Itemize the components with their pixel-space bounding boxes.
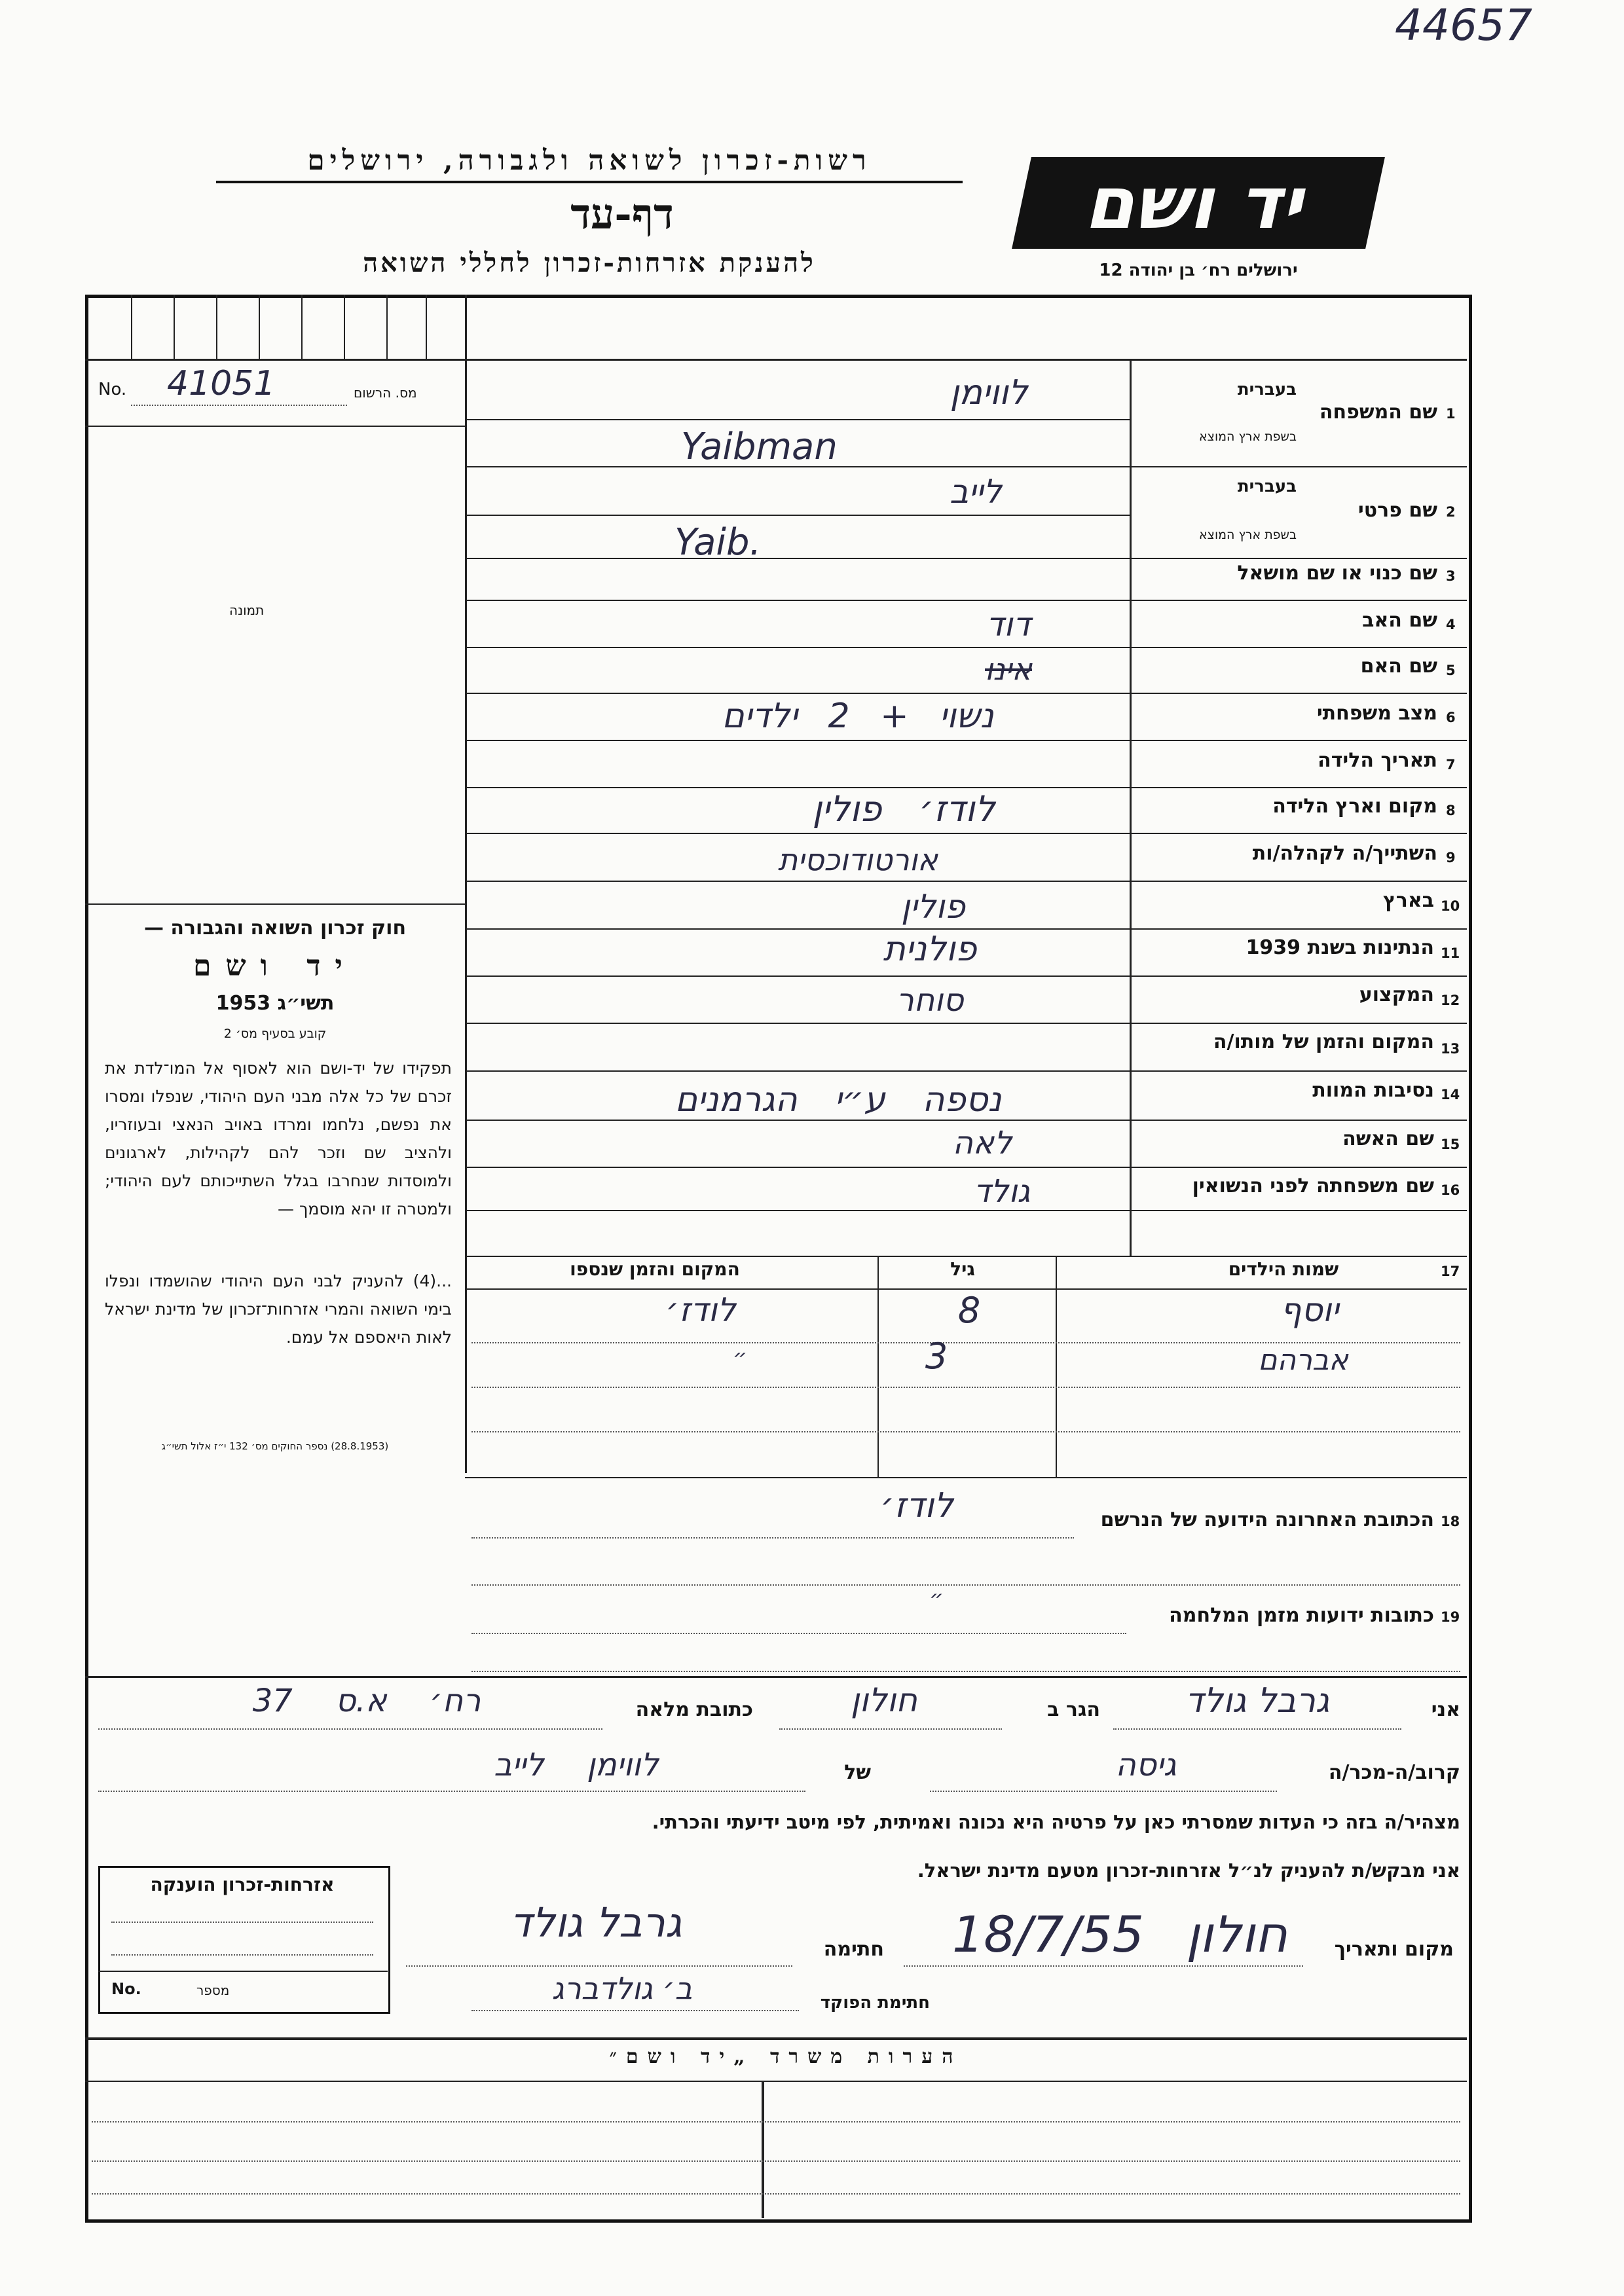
field-1-sub-origin: בשפת ארץ המוצא xyxy=(1198,429,1297,444)
law-text-2: ...(4) להעניק לבני העם היהודי שהושמדו ונפלו בימי השואה והמרי אזרחות־זכרון של מדינת ישראל לאות היאספם אל עמם. xyxy=(105,1271,452,1347)
children-age-header: גיל xyxy=(950,1258,975,1280)
law-heading: חוק זכרון השואה והגבורה — xyxy=(143,917,407,939)
place-date-label: מקום ותאריך xyxy=(1334,1938,1454,1961)
office-notes-title: הערות משרד „יד ושם״ xyxy=(609,2045,963,2068)
registration-label: מס. הרשום xyxy=(354,385,417,401)
field-3-label: שם כנוי או שם מושאל xyxy=(1237,562,1437,585)
declaration-statement: מצהיר/ה בזה כי העדות שמסרתי כאן על פרטיה היא נכונה ואמיתית, לפי מיטב ידיעתי והכרתי. xyxy=(652,1811,1460,1833)
field-10-label: בארץ xyxy=(1382,889,1434,912)
field-2-label: שם פרטי xyxy=(1357,499,1437,522)
field-6-label: מצב משפחתי xyxy=(1316,702,1437,725)
field-1-value-latin: Yaibman xyxy=(681,426,838,468)
field-15-label: שם האשה xyxy=(1342,1127,1434,1150)
children-place-header: המקום והזמן שנספו xyxy=(570,1258,740,1280)
place-date-value: חולון 18/7/55 xyxy=(951,1905,1288,1963)
relation-value: גיסה xyxy=(1115,1747,1177,1783)
field-12-value: סוחר xyxy=(896,982,964,1019)
field-14-value: נספה ע״י הגרמנים xyxy=(674,1080,1002,1120)
law-reference: (28.8.1953) נספר החוקים מס׳ 132 י״ז אלול תשי״ג xyxy=(161,1440,389,1452)
field-7-label: תאריך הלידה xyxy=(1318,749,1437,772)
field-12-label: המקצוע xyxy=(1359,983,1434,1006)
field-6-number: 6 xyxy=(1446,710,1456,725)
form-subtitle: להענקת אזרחות-זכרון לחללי השואה xyxy=(363,247,816,278)
field-11-label: הנתינות בשנת 1939 xyxy=(1246,936,1434,959)
child-2-name: אברהם xyxy=(1258,1343,1348,1377)
certificate-number-label: מספר xyxy=(196,1982,230,1998)
field-5-value: אינו xyxy=(985,651,1032,687)
field-18-label: הכתובת האחרונה הידועה של הנרשם xyxy=(1100,1508,1434,1531)
field-10-number: 10 xyxy=(1441,898,1460,914)
field-5-number: 5 xyxy=(1446,663,1456,678)
field-10-value: פולין xyxy=(900,888,966,926)
archive-number: 44657 xyxy=(1395,0,1532,50)
law-clause: קובע בסעיף מס׳ 2 xyxy=(223,1027,327,1041)
field-8-value: לודז׳ פולין xyxy=(812,788,995,829)
field-2-value-latin: Yaib. xyxy=(674,521,762,564)
field-18-number: 18 xyxy=(1441,1514,1460,1529)
field-6-value: נשוי + 2 ילדים xyxy=(722,697,994,736)
certificate-no-label: No. xyxy=(111,1980,141,1998)
declaration-request: אני מבקש/ת להעניק לנ״ל אזרחות-זכרון מטעם מדינת ישראל. xyxy=(917,1859,1460,1882)
field-9-number: 9 xyxy=(1446,850,1456,866)
field-8-label: מקום וארץ הלידה xyxy=(1272,795,1437,818)
declarant-name: גרבל גולד xyxy=(1185,1681,1330,1721)
field-4-label: שם האב xyxy=(1362,609,1437,632)
field-9-label: השתייך/ה לקהלה/ות xyxy=(1252,842,1437,865)
child-2-age: 3 xyxy=(925,1336,948,1377)
registration-number: 41051 xyxy=(167,364,276,403)
of-label: של xyxy=(844,1761,871,1784)
logo-address: ירושלים רח׳ בן יהודה 12 xyxy=(1099,261,1298,280)
lives-in-label: הגר ב xyxy=(1047,1698,1100,1721)
child-1-place: לודז׳ xyxy=(665,1291,736,1329)
field-14-label: נסיבות המוות xyxy=(1312,1079,1434,1102)
field-16-number: 16 xyxy=(1441,1182,1460,1198)
field-1-number: 1 xyxy=(1446,406,1456,422)
declarant-signature: גרבל גולד xyxy=(509,1899,682,1946)
field-15-value: לאה xyxy=(952,1125,1012,1161)
field-12-number: 12 xyxy=(1441,993,1460,1008)
field-19-label: כתובות ידועות מזמן המלחמה xyxy=(1169,1604,1434,1627)
declarant-label: אני xyxy=(1431,1698,1460,1721)
field-16-label: שם משפחתה לפני הנשואין xyxy=(1192,1175,1434,1197)
lives-in-value: חולון xyxy=(851,1681,917,1719)
child-1-name: יוסף xyxy=(1280,1291,1339,1329)
field-13-number: 13 xyxy=(1441,1041,1460,1057)
officer-signature-label: חתימת הפוקד xyxy=(820,1993,930,2013)
form-title: דף-עד xyxy=(570,190,674,239)
field-1-sub-hebrew: בעברית xyxy=(1237,380,1297,399)
child-2-place: ״ xyxy=(733,1345,747,1371)
law-year: תשי״ג 1953 xyxy=(215,992,335,1015)
field-19-number: 19 xyxy=(1441,1609,1460,1625)
law-name: יד ושם xyxy=(193,949,357,983)
field-7-number: 7 xyxy=(1446,757,1456,773)
address-value: רח׳ א.ס 37 xyxy=(252,1683,481,1719)
field-2-sub-origin: בשפת ארץ המוצא xyxy=(1198,528,1297,542)
field-2-number: 2 xyxy=(1446,504,1456,520)
field-2-sub-hebrew: בעברית xyxy=(1237,477,1297,496)
field-1-value-hebrew: לווימן xyxy=(950,373,1028,412)
certificate-title: אזרחות-זכרון הוענקה xyxy=(150,1874,335,1895)
field-3-number: 3 xyxy=(1446,568,1456,584)
field-5-label: שם האם xyxy=(1360,655,1437,678)
field-16-value: גולד xyxy=(973,1173,1031,1210)
of-value: לווימן לייב xyxy=(494,1747,659,1783)
field-4-number: 4 xyxy=(1446,617,1456,632)
registration-no-label: No. xyxy=(98,380,127,399)
children-names-header: שמות הילדים xyxy=(1228,1258,1339,1280)
field-8-number: 8 xyxy=(1446,803,1456,818)
field-9-value: אורטודוכסית xyxy=(778,842,938,877)
field-13-label: המקום והזמן של מותו/ה xyxy=(1213,1030,1434,1053)
officer-signature: ב׳ גולדברג xyxy=(551,1971,693,2006)
field-4-value: דוד xyxy=(986,606,1031,644)
child-1-age: 8 xyxy=(957,1290,981,1331)
field-11-value: פולנית xyxy=(883,930,977,969)
yad-vashem-logo: יד ושם xyxy=(1012,157,1385,249)
law-text: תפקידו של יד-ושם הוא לאסוף אל המו־לדת את זכרם של כל אלה מבני העם היהודי, שנפלו ומסרו את נפשם, נלחמו ומרדו באויב הנאצי ובעוזריו, ולהציב שם וזכר להם לקהילות, לארגונים ולמוסדות שנחרבו בגלל השתייכותם לעם היהודי; ולמטרה זו יהא מוסמך — xyxy=(105,1059,452,1218)
field-18-value: לודז׳ xyxy=(880,1486,953,1525)
field-11-number: 11 xyxy=(1441,945,1460,961)
field-17-number: 17 xyxy=(1441,1264,1460,1279)
signature-label: חתימה xyxy=(823,1938,884,1961)
field-14-number: 14 xyxy=(1441,1087,1460,1102)
field-19-value: ״ xyxy=(929,1586,944,1612)
field-1-label: שם המשפחה xyxy=(1319,401,1437,424)
authority-title: רשות-זכרון לשואה ולגבורה, ירושלים xyxy=(216,144,963,183)
photo-label: תמונה xyxy=(229,602,265,618)
field-15-number: 15 xyxy=(1441,1137,1460,1152)
address-label: כתובת מלאה xyxy=(635,1698,753,1721)
field-2-value-hebrew: לייב xyxy=(950,473,1002,511)
relation-label: קרוב/ה-מכר/ה xyxy=(1328,1761,1460,1784)
